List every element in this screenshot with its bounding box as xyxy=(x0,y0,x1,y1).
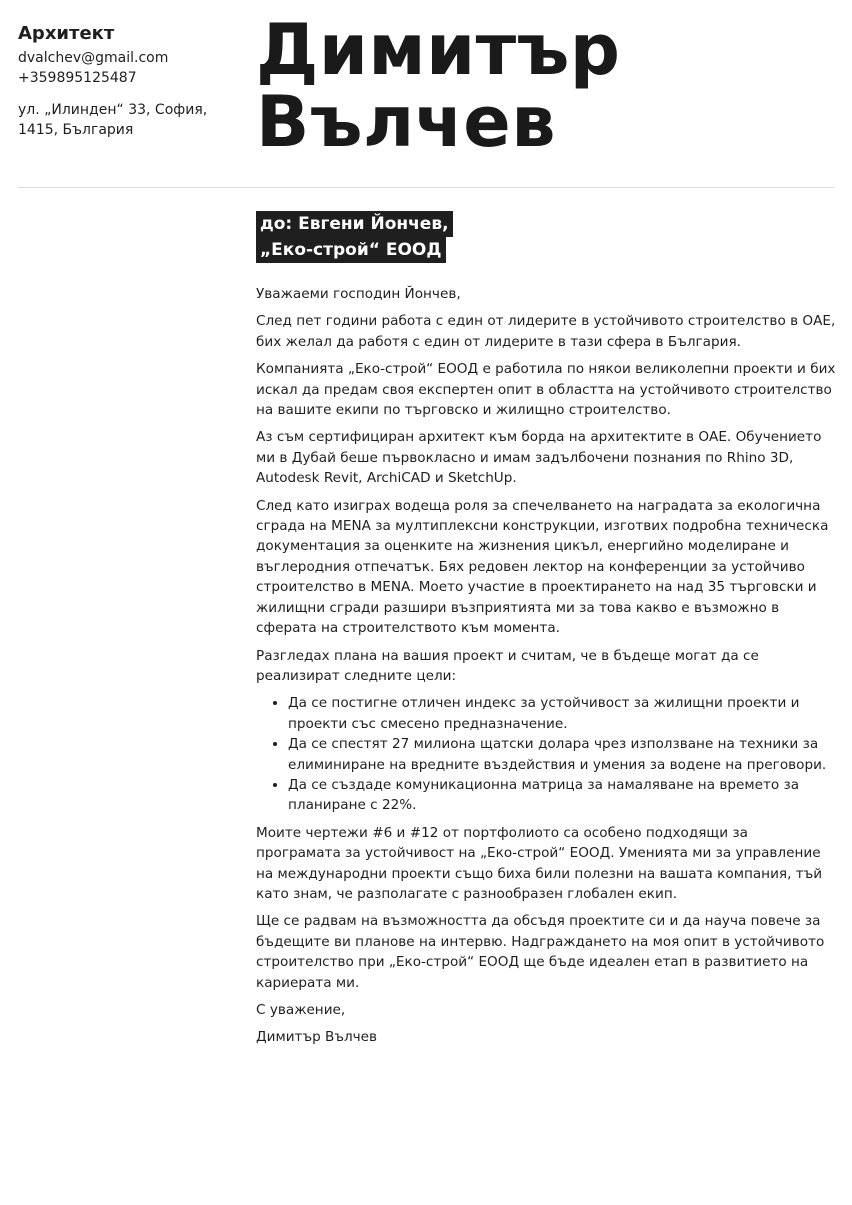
paragraph: Разгледах плана на вашия проект и считам, че в бъдеще могат да се реализират следните цели: xyxy=(256,647,759,684)
paragraph: Компанията „Еко-строй“ ЕООД е работила по някои великолепни проекти и бих искал да предам своя експертен опит в областта на устойчивото строителство на вашите екипи по търговско и жилищно строителство. xyxy=(256,361,836,419)
sender-first-name: Димитър xyxy=(256,9,621,91)
signature: Димитър Вълчев xyxy=(256,1029,378,1046)
list-item: • Да се спестят 27 милиона щатски долара чрез използване на техники за елиминиране на вредните въздействия и умения за водене на преговори. xyxy=(288,734,836,775)
letter-body xyxy=(256,284,836,1055)
paragraph: Моите чертежи #6 и #12 от портфолиото са особено подходящи за програмата за устойчивост на „Еко-строй“ ЕООД. Уменията ми за управление на международни проекти също биха били полезни на вашата компания, тъй като знам, че разполагате с разнообразен глобален екип. xyxy=(256,824,823,902)
header-divider xyxy=(18,187,835,188)
list-item: • Да се постигне отличен индекс за устойчивост за жилищни проекти и проекти със смесено предназначение. xyxy=(288,693,836,734)
job-title: Архитект xyxy=(18,23,115,44)
greeting: Уважаеми господин Йончев, xyxy=(256,286,461,302)
paragraph: След пет години работа с един от лидерите в устойчивото строителство в ОАЕ, бих желал да работя с един от лидерите в тази сфера в България. xyxy=(256,313,836,350)
recipient-block xyxy=(256,211,816,263)
sender-name xyxy=(256,9,836,163)
sender-last-name: Вълчев xyxy=(256,81,557,163)
phone-text: +359895125487 xyxy=(18,70,137,86)
goals-list xyxy=(256,693,836,815)
contact-block xyxy=(18,22,243,140)
list-item: • Да се създаде комуникационна матрица за намаляване на времето за планиране с 22%. xyxy=(288,775,836,816)
paragraph: Ще се радвам на възможността да обсъдя проектите си и да науча повече за бъдещите ви планове на интервю. Надграждането на моя опит в устойчивото строителство при „Еко-строй“ ЕООД ще бъде идеален етап в развитието на кариерата ми. xyxy=(256,913,825,991)
recipient-line-2: „Еко-строй“ ЕООД xyxy=(256,237,446,263)
recipient-line-1: до: Евгени Йончев, xyxy=(256,211,453,237)
email-text: dvalchev@gmail.com xyxy=(18,50,169,66)
address-text: ул. „Илинден“ 33, София, 1415, България xyxy=(18,102,208,138)
paragraph: След като изиграх водеща роля за спечелването на наградата за екологична сграда на MENA за мултиплексни конструкции, изготвих подробна техническа документация за оценките на жизнения цикъл, енергийно моделиране и въглеродния отпечатък. Бях редовен лектор на конференции за устойчиво строителство в MENA. Моето участие в проектирането на над 35 търговски и жилищни сгради разшири възприятията ми за това какво е възможно в сферата на строителството към момента. xyxy=(256,497,829,637)
sign-off: С уважение, xyxy=(256,1002,346,1018)
paragraph: Аз съм сертифициран архитект към борда на архитектите в ОАЕ. Обучението ми в Дубай беше първокласно и имам задълбочени познания по Rhino 3D, Autodesk Revit, ArchiCAD и SketchUp. xyxy=(256,429,822,487)
